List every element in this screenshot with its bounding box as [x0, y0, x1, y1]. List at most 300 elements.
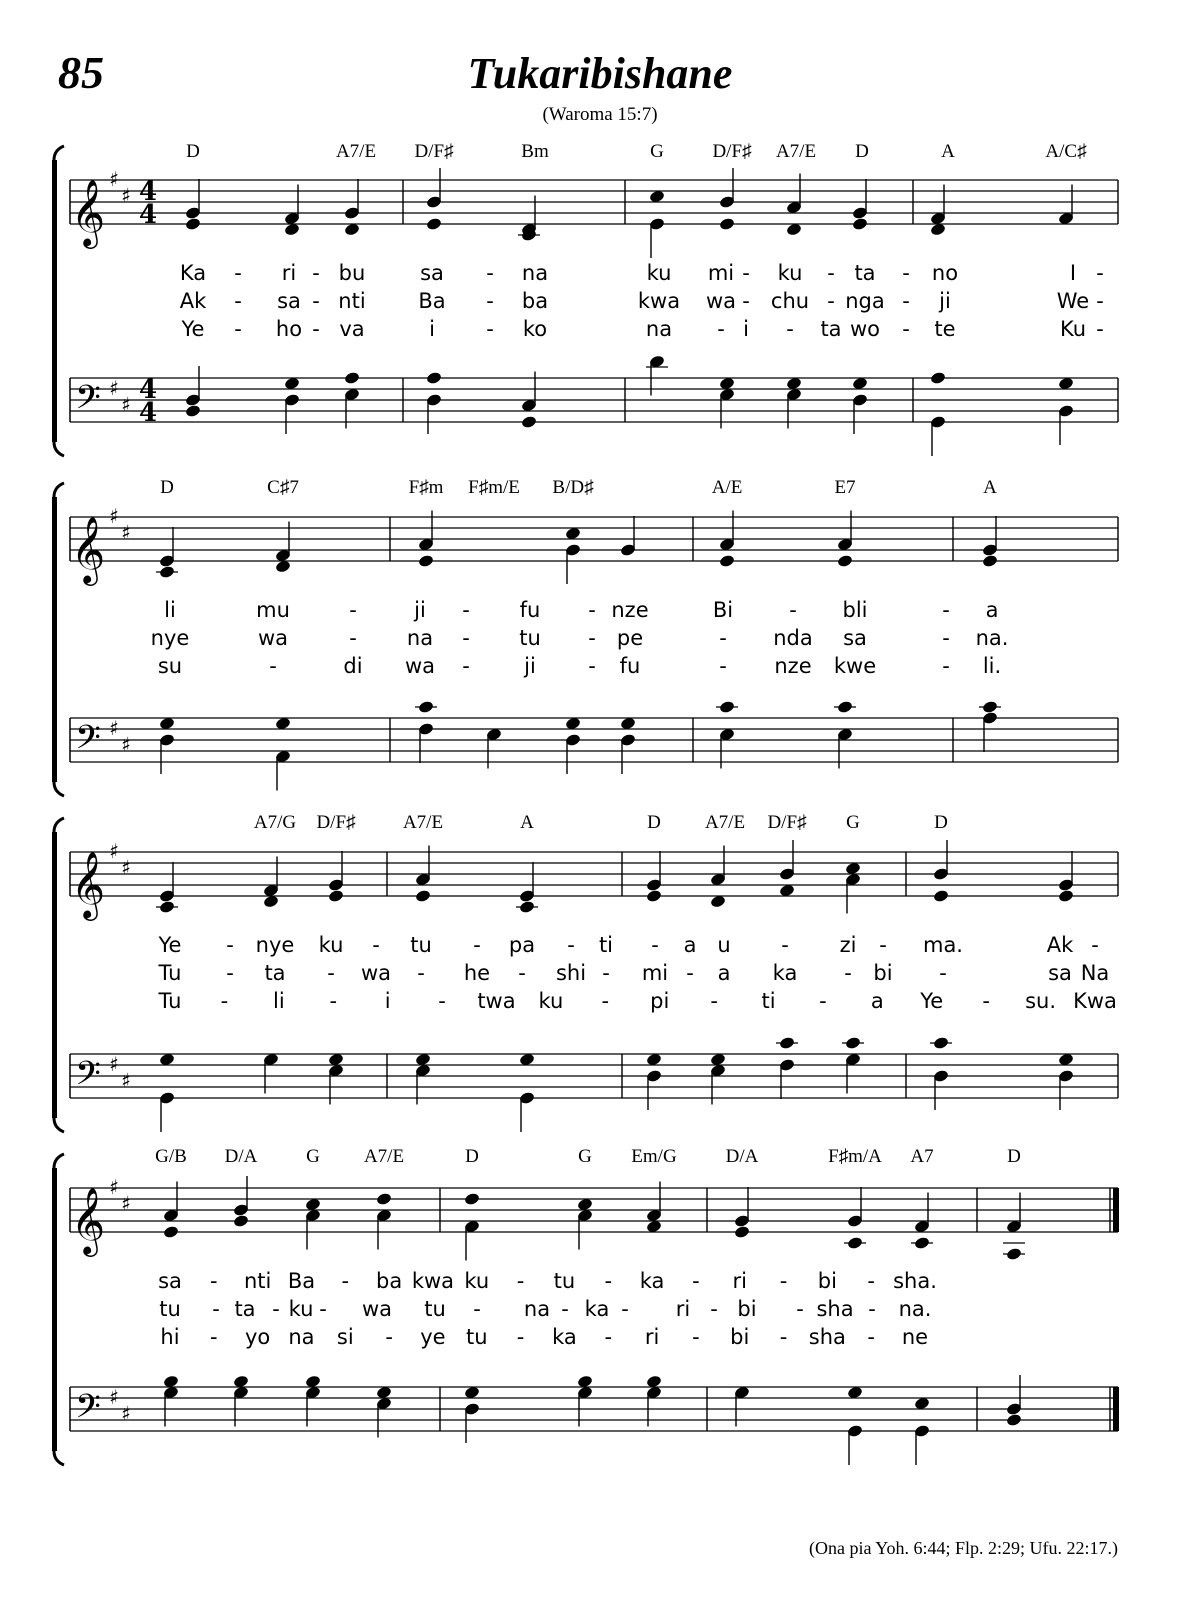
lyric-hyphen: -: [902, 261, 910, 285]
chord-symbol: B/D♯: [552, 477, 594, 498]
lyric-hyphen: -: [486, 261, 494, 285]
lyric-hyphen: -: [604, 1269, 613, 1293]
lyric-syllable: Tu: [158, 989, 182, 1013]
lyric-syllable: sa: [158, 1269, 182, 1293]
chord-symbol: A7/E: [402, 812, 444, 833]
lyric-syllable: Ba: [418, 289, 446, 313]
chord-symbol: C♯7: [267, 477, 299, 498]
lyric-syllable: ta: [854, 261, 876, 285]
lyric-hyphen: -: [742, 289, 750, 313]
treble-staff: [70, 839, 1118, 921]
lyric-hyphen: -: [486, 289, 494, 313]
lyric-syllable: wa: [360, 961, 392, 985]
treble-staff: [70, 504, 1118, 586]
lyric-hyphen: -: [319, 1297, 327, 1321]
lyric-syllable: a: [870, 989, 884, 1013]
system-2: [52, 477, 1118, 796]
notehead: [1058, 889, 1075, 903]
sharp-c-icon: ♯: [121, 1191, 131, 1216]
lyric-hyphen: -: [226, 933, 234, 957]
lyric-syllable: bu: [338, 261, 366, 285]
notehead: [344, 371, 361, 385]
lyric-syllable: a: [985, 598, 999, 622]
lyric-syllable: Ku: [1059, 317, 1087, 341]
verse-2-lyrics: [159, 1297, 931, 1321]
treble-clef-icon: 𝄞: [70, 1186, 106, 1254]
notehead: [719, 217, 736, 231]
lyric-syllable: ma.: [922, 933, 964, 957]
bass-staff: [70, 716, 1118, 765]
sharp-f-icon: ♯: [109, 1052, 119, 1076]
lyric-hyphen: -: [939, 961, 947, 985]
notehead: [933, 889, 950, 903]
notehead: [233, 1214, 250, 1228]
bass-clef-icon: 𝄢: [75, 1055, 101, 1101]
chord-symbol: D/A: [725, 1146, 759, 1167]
notehead: [1006, 1413, 1023, 1427]
lyric-hyphen: -: [867, 1325, 875, 1349]
lyric-hyphen: -: [312, 261, 320, 285]
chord-symbol: A/E: [711, 477, 743, 498]
lyric-hyphen: -: [567, 933, 575, 957]
treble-staff: [70, 1175, 1119, 1257]
lyric-syllable: ka: [552, 1325, 577, 1349]
lyric-syllable: Ka: [179, 261, 207, 285]
lyric-hyphen: -: [226, 961, 234, 985]
lyric-syllable: ri: [281, 261, 297, 285]
lyrics: [151, 598, 1009, 678]
sharp-f-icon: ♯: [109, 716, 119, 740]
chord-symbol: A7: [910, 1146, 934, 1167]
notehead: [982, 554, 999, 568]
lyric-hyphen: -: [1096, 317, 1104, 341]
lyric-syllable: twa: [477, 989, 516, 1013]
chord-symbols: [155, 1146, 1021, 1167]
lyric-hyphen: -: [717, 317, 725, 341]
lyric-syllable: ri: [675, 1297, 691, 1321]
lyric-syllable: bi: [730, 1325, 750, 1349]
verse-2-lyrics: [158, 961, 1110, 985]
lyric-syllable: tu: [553, 1269, 576, 1293]
treble-clef-icon: 𝄞: [70, 850, 106, 918]
sharp-c-icon: ♯: [121, 183, 131, 208]
lyric-syllable: hi: [160, 1325, 180, 1349]
bass-clef-icon: 𝄢: [75, 1388, 101, 1434]
lyric-hyphen: -: [486, 317, 494, 341]
lyric-hyphen: -: [781, 933, 789, 957]
bass-staff: [70, 375, 1118, 428]
lyric-syllable: ho: [275, 317, 303, 341]
lyric-hyphen: -: [385, 1325, 393, 1349]
lyric-syllable: bi: [873, 961, 893, 985]
lyric-hyphen: -: [588, 626, 596, 650]
lyric-syllable: I: [1069, 261, 1077, 285]
lyric-hyphen: -: [473, 1297, 481, 1321]
chord-symbol: E7: [834, 477, 856, 498]
lyric-syllable: sa: [1048, 961, 1072, 985]
notehead: [646, 889, 663, 903]
lyric-hyphen: -: [692, 1269, 700, 1293]
lyric-syllable: wo: [849, 317, 881, 341]
notehead: [185, 404, 202, 418]
lyric-syllable: a: [717, 961, 731, 985]
lyric-syllable: bi: [737, 1297, 757, 1321]
notehead: [418, 554, 435, 568]
lyric-hyphen: -: [710, 989, 718, 1013]
lyric-syllable: sa: [277, 289, 301, 313]
lyric-syllable: kwa: [637, 289, 681, 313]
chord-symbol: D/A: [224, 1146, 258, 1167]
chord-symbol: A: [941, 141, 955, 162]
treble-staff: [70, 167, 1118, 249]
lyric-syllable: zi: [839, 933, 857, 957]
verse-1-lyrics: [158, 933, 1099, 957]
lyric-syllable: ti: [761, 989, 776, 1013]
lyric-syllable: nti: [243, 1269, 272, 1293]
chord-symbol: D/F♯: [712, 141, 752, 162]
sharp-f-icon: ♯: [109, 1385, 119, 1409]
lyric-syllable: li.: [982, 654, 1002, 678]
system-bracket: [52, 1168, 57, 1451]
lyric-syllable: te: [934, 317, 956, 341]
lyric-hyphen: -: [789, 598, 797, 622]
lyric-hyphen: -: [220, 989, 229, 1013]
lyric-syllable: wa: [404, 654, 436, 678]
lyric-syllable: ye: [420, 1325, 446, 1349]
lyric-hyphen: -: [462, 654, 470, 678]
lyric-hyphen: -: [473, 933, 481, 957]
lyric-hyphen: -: [417, 961, 425, 985]
lyric-hyphen: -: [786, 317, 794, 341]
final-barline-thick: [1113, 1387, 1119, 1431]
lyric-syllable: su: [157, 654, 183, 678]
lyric-syllable: su.: [1025, 989, 1057, 1013]
lyric-syllable: Tu: [158, 961, 182, 985]
lyric-hyphen: -: [329, 989, 338, 1013]
lyric-syllable: nda: [773, 626, 813, 650]
lyric-hyphen: -: [349, 626, 357, 650]
verse-1-lyrics: [158, 1269, 937, 1293]
lyric-syllable: na: [645, 317, 673, 341]
lyric-syllable: Ak: [179, 289, 207, 313]
lyric-syllable: wa: [257, 626, 289, 650]
lyric-syllable: pi: [650, 989, 670, 1013]
lyric-hyphen: -: [686, 961, 694, 985]
lyric-hyphen: -: [942, 598, 950, 622]
lyric-syllable: tu: [159, 1297, 181, 1321]
lyric-syllable: mu: [256, 598, 290, 622]
bass-clef-icon: 𝄢: [75, 719, 101, 765]
verse-3-lyrics: [158, 989, 1117, 1013]
lyric-hyphen: -: [234, 289, 242, 313]
lyric-hyphen: -: [462, 598, 470, 622]
notehead: [415, 889, 432, 903]
system-1: [52, 141, 1118, 456]
chord-symbol: G: [846, 812, 860, 833]
lyrics: [158, 933, 1117, 1013]
notehead: [328, 889, 345, 903]
lyric-syllable: shi: [555, 961, 587, 985]
notehead: [163, 1225, 180, 1239]
lyric-hyphen: -: [516, 1325, 525, 1349]
lyric-syllable: i: [429, 317, 435, 341]
lyric-syllable: sha.: [893, 1269, 937, 1293]
bass-staff: [70, 1052, 1118, 1101]
lyric-syllable: sa: [843, 626, 867, 650]
lyric-hyphen: -: [692, 1325, 700, 1349]
lyric-hyphen: -: [561, 1297, 569, 1321]
lyric-hyphen: -: [438, 989, 446, 1013]
lyric-hyphen: -: [234, 261, 242, 285]
lyric-hyphen: -: [621, 1297, 629, 1321]
chord-symbol: A7/E: [704, 812, 746, 833]
lyric-hyphen: -: [602, 961, 610, 985]
chord-symbol: A7/G: [253, 812, 297, 833]
chord-symbol: D/F♯: [316, 812, 356, 833]
lyric-syllable: nye: [255, 933, 295, 957]
lyric-syllable: i: [743, 317, 749, 341]
chord-symbol: D/F♯: [767, 812, 807, 833]
lyric-syllable: sa: [420, 261, 444, 285]
sharp-f-icon: ♯: [109, 376, 119, 400]
lyric-hyphen: -: [868, 1297, 876, 1321]
lyric-hyphen: -: [588, 654, 596, 678]
lyric-hyphen: -: [516, 1269, 525, 1293]
verse-2-lyrics: [180, 289, 1104, 313]
hymn-title: Tukaribishane: [467, 49, 733, 98]
lyric-hyphen: -: [462, 626, 470, 650]
lyric-hyphen: -: [827, 289, 835, 313]
lyric-syllable: pa: [508, 933, 536, 957]
lyric-syllable: ta: [264, 961, 286, 985]
lyric-syllable: sha: [816, 1297, 854, 1321]
lyric-hyphen: -: [1091, 933, 1099, 957]
chord-symbol: F♯m: [408, 477, 444, 498]
chord-symbol: D: [186, 141, 200, 162]
final-barline-thick: [1113, 1188, 1119, 1232]
notes: [156, 840, 1074, 1132]
lyric-syllable: wa: [361, 1297, 393, 1321]
chord-symbol: D: [465, 1146, 479, 1167]
lyric-hyphen: -: [210, 1325, 218, 1349]
notehead: [521, 415, 538, 429]
lyric-syllable: ku: [318, 933, 344, 957]
lyric-syllable: di: [343, 654, 363, 678]
lyric-hyphen: -: [719, 626, 727, 650]
lyric-hyphen: -: [844, 961, 852, 985]
lyric-hyphen: -: [719, 654, 727, 678]
sharp-c-icon: ♯: [121, 392, 131, 417]
hymn-number: 85: [58, 47, 104, 98]
lyric-syllable: Ye: [181, 317, 205, 341]
lyric-syllable: na.: [898, 1297, 932, 1321]
lyric-hyphen: -: [827, 261, 835, 285]
lyric-syllable: fu: [519, 598, 541, 622]
lyric-syllable: si: [336, 1325, 354, 1349]
lyric-hyphen: -: [796, 1297, 804, 1321]
chord-symbol: A: [983, 477, 997, 498]
lyric-hyphen: -: [312, 289, 320, 313]
chord-symbol: D: [160, 477, 174, 498]
notehead: [376, 1192, 393, 1206]
lyric-syllable: ka: [772, 961, 798, 985]
lyric-syllable: tu: [410, 933, 432, 957]
lyric-syllable: fu: [619, 654, 641, 678]
lyric-syllable: chu: [770, 289, 810, 313]
notehead: [837, 554, 854, 568]
notehead: [185, 217, 202, 231]
lyric-syllable: nti: [338, 289, 366, 313]
lyric-syllable: Ye: [158, 933, 182, 957]
scripture-reference: (Waroma 15:7): [542, 104, 658, 125]
sharp-c-icon: ♯: [121, 1068, 131, 1093]
lyric-syllable: tu: [519, 626, 541, 650]
chord-symbol: A7/E: [335, 141, 377, 162]
lyric-syllable: Ye: [920, 989, 944, 1013]
lyric-syllable: li: [272, 989, 285, 1013]
lyric-syllable: ji: [939, 289, 951, 313]
lyric-hyphen: -: [212, 1297, 220, 1321]
lyric-syllable: tu: [424, 1297, 446, 1321]
lyric-hyphen: -: [1096, 261, 1104, 285]
notes: [156, 511, 1001, 791]
lyric-hyphen: -: [327, 961, 335, 985]
lyric-syllable: bi: [817, 1269, 837, 1293]
footnote-references: (Ona pia Yoh. 6:44; Flp. 2:29; Ufu. 22:17.): [808, 1538, 1118, 1558]
lyric-syllable: he: [463, 961, 491, 985]
chord-symbol: Em/G: [631, 1146, 677, 1167]
time-signature-top: 4: [138, 375, 158, 405]
lyric-syllable: va: [339, 317, 365, 341]
lyric-hyphen: -: [651, 933, 659, 957]
lyric-syllable: na: [521, 261, 549, 285]
lyric-hyphen: -: [902, 317, 910, 341]
lyric-syllable: nga: [845, 289, 885, 313]
sharp-c-icon: ♯: [121, 1401, 131, 1426]
verse-3-lyrics: [158, 654, 1001, 678]
notehead: [426, 371, 443, 385]
system-bracket: [52, 832, 57, 1118]
chord-symbol: F♯m/E: [468, 477, 520, 498]
chord-symbol: D: [1007, 1146, 1021, 1167]
lyric-hyphen: -: [982, 989, 990, 1013]
lyric-syllable: Ba: [287, 1269, 316, 1293]
lyric-syllable: nze: [611, 598, 649, 622]
bass-clef-icon: 𝄢: [75, 379, 101, 425]
lyric-syllable: ku: [464, 1269, 490, 1293]
sharp-c-icon: ♯: [121, 520, 131, 545]
lyric-syllable: ka: [639, 1269, 665, 1293]
lyric-syllable: u: [717, 933, 731, 957]
chord-symbol: D: [855, 141, 869, 162]
chord-symbol: G/B: [155, 1146, 187, 1167]
lyric-syllable: ka: [584, 1297, 610, 1321]
lyric-syllable: Kwa: [1073, 989, 1117, 1013]
lyric-hyphen: -: [312, 317, 320, 341]
lyric-syllable: kwa: [411, 1269, 455, 1293]
lyric-syllable: no: [931, 261, 959, 285]
lyric-hyphen: -: [210, 1269, 218, 1293]
lyric-hyphen: -: [588, 598, 596, 622]
chord-symbol: D: [934, 812, 948, 833]
chord-symbols: [160, 477, 997, 498]
bass-staff: [70, 1385, 1119, 1434]
system-bracket: [52, 160, 57, 442]
lyric-hyphen: -: [518, 961, 526, 985]
lyric-hyphen: -: [234, 317, 242, 341]
lyric-syllable: li: [164, 598, 176, 622]
verse-3-lyrics: [181, 317, 1104, 341]
lyric-syllable: ba: [521, 289, 549, 313]
sharp-c-icon: ♯: [121, 855, 131, 880]
lyric-syllable: ku: [777, 261, 803, 285]
lyrics: [158, 1269, 937, 1349]
lyric-hyphen: -: [819, 989, 827, 1013]
chord-symbol: A/C♯: [1045, 141, 1087, 162]
lyric-syllable: ne: [901, 1325, 929, 1349]
lyric-syllable: yo: [245, 1325, 271, 1349]
lyric-syllable: wa: [705, 289, 737, 313]
notehead: [464, 1192, 481, 1206]
verse-2-lyrics: [151, 626, 1009, 650]
lyric-syllable: tu: [465, 1325, 488, 1349]
lyric-syllable: ku: [288, 1297, 314, 1321]
lyric-syllable: ti: [598, 933, 614, 957]
lyric-hyphen: -: [879, 933, 887, 957]
lyric-syllable: mi: [641, 961, 669, 985]
time-signature-top: 4: [138, 177, 158, 207]
lyric-syllable: ta: [234, 1297, 256, 1321]
lyric-syllable: na: [406, 626, 434, 650]
time-signature-bottom: 4: [138, 200, 158, 230]
sharp-f-icon: ♯: [109, 167, 119, 191]
notehead: [852, 217, 869, 231]
lyric-hyphen: -: [349, 598, 357, 622]
chord-symbol: G: [306, 1146, 320, 1167]
lyric-syllable: ta: [820, 317, 842, 341]
lyric-hyphen: -: [710, 1297, 718, 1321]
sharp-f-icon: ♯: [109, 839, 119, 863]
notehead: [426, 217, 443, 231]
chord-symbol: D/F♯: [414, 141, 454, 162]
lyric-syllable: i: [384, 989, 391, 1013]
treble-clef-icon: 𝄞: [70, 178, 106, 246]
lyric-syllable: pe: [616, 626, 644, 650]
lyric-syllable: Bi: [712, 598, 734, 622]
chord-symbols: [254, 812, 948, 833]
chord-symbol: A: [520, 812, 534, 833]
lyric-syllable: ri: [644, 1325, 660, 1349]
lyric-hyphen: -: [372, 933, 380, 957]
sharp-f-icon: ♯: [109, 504, 119, 528]
lyric-syllable: mi: [707, 261, 735, 285]
lyric-syllable: ri: [732, 1269, 747, 1293]
lyric-syllable: kwe: [833, 654, 877, 678]
lyric-syllable: a: [683, 933, 697, 957]
lyric-syllable: bli: [842, 598, 868, 622]
lyric-syllable: na: [288, 1325, 315, 1349]
verse-3-lyrics: [160, 1325, 928, 1349]
lyric-syllable: ku: [538, 989, 564, 1013]
treble-clef-icon: 𝄞: [70, 515, 106, 583]
lyric-syllable: We: [1056, 289, 1090, 313]
lyric-syllable: nze: [774, 654, 812, 678]
chord-symbol: G: [578, 1146, 592, 1167]
chord-symbol: A7/E: [775, 141, 817, 162]
lyrics: [180, 261, 1104, 341]
lyric-hyphen: -: [604, 1325, 613, 1349]
lyric-syllable: Ak: [1046, 933, 1074, 957]
